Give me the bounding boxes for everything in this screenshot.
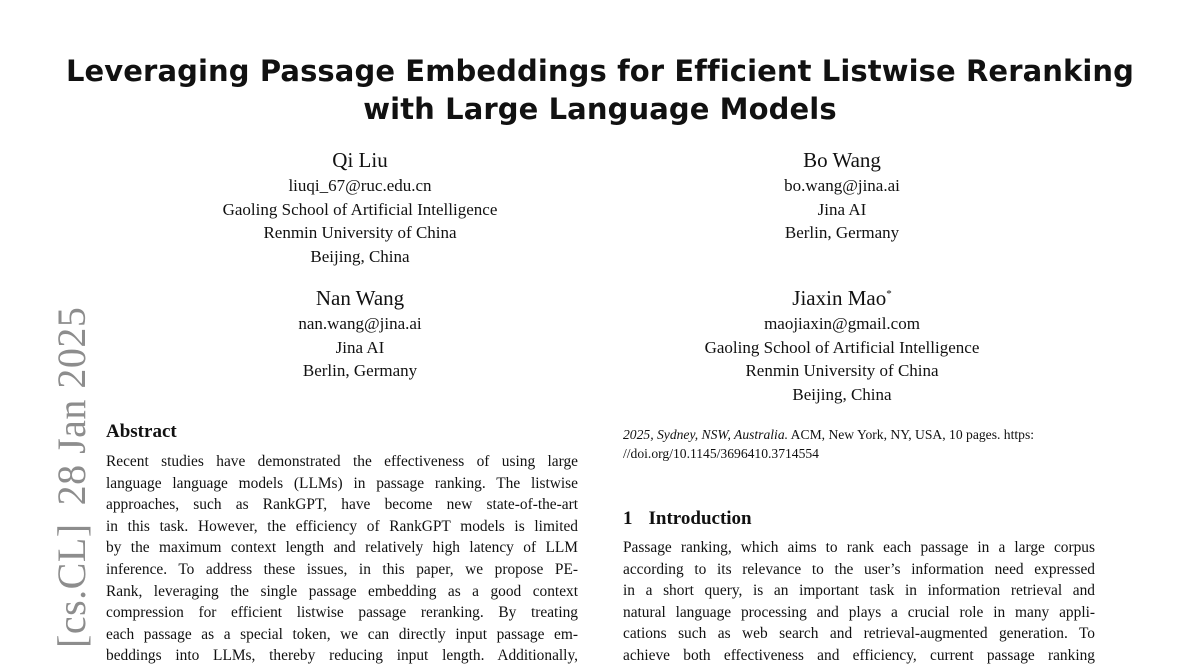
abstract-line: approaches, such as RankGPT, have become new state-of-the-art <box>106 496 578 514</box>
introduction-line: in a short query, is an important task in information retrieval and <box>623 582 1095 600</box>
author-block-qi-liu <box>140 147 580 268</box>
abstract-line: each passage as a special token, we can directly input passage em- <box>106 625 578 643</box>
abstract-line: compression for efficient listwise passage reranking. By treating <box>106 604 578 622</box>
introduction-line: Passage ranking, which aims to rank each passage in a large corpus <box>623 539 1095 556</box>
corresponding-author-mark: * <box>886 288 892 300</box>
arxiv-date: 28 Jan 2025 <box>49 306 94 506</box>
abstract-line: in this task. However, the efficiency of RankGPT models is limited <box>106 517 578 535</box>
section-title: Introduction <box>648 508 752 529</box>
section-number: 1 <box>623 508 633 529</box>
paper-title-line-1: Leveraging Passage Embeddings for Efficient Listwise Reranking <box>65 54 1135 88</box>
author-name-row <box>622 285 1062 311</box>
author-affiliation: Gaoling School of Artificial Intelligence <box>222 199 498 219</box>
arxiv-category: [cs.CL] <box>49 523 94 648</box>
citation-location: 2025, Sydney, NSW, Australia. <box>623 427 789 442</box>
author-block-bo-wang <box>622 147 1062 245</box>
author-email: nan.wang@jina.ai <box>298 314 422 333</box>
abstract-body <box>106 451 578 667</box>
author-block-jiaxin-mao <box>622 285 1062 406</box>
author-name: Qi Liu <box>332 148 388 172</box>
abstract-line: language language models (LLMs) in passage ranking. The listwise <box>106 474 578 492</box>
introduction-body <box>623 537 1095 667</box>
author-location: Beijing, China <box>310 246 410 266</box>
author-email: liuqi_67@ruc.edu.cn <box>288 176 432 195</box>
abstract-line: by the maximum context length and relatively high latency of LLM <box>106 539 578 557</box>
abstract-line: Rank, leveraging the single passage embedding as a good context <box>106 582 578 600</box>
author-name: Jiaxin Mao <box>792 286 887 310</box>
author-location: Berlin, Germany <box>784 223 900 242</box>
introduction-line: natural language processing and plays a crucial role in many appli- <box>623 603 1095 621</box>
author-location: Berlin, Germany <box>302 361 418 380</box>
citation-doi: //doi.org/10.1145/3696410.3714554 <box>623 446 819 461</box>
introduction-line: cations such as web search and retrieval-augmented generation. To <box>623 625 1095 643</box>
arxiv-sidebar-stamp <box>49 289 94 648</box>
paper-title-line-2: with Large Language Models <box>363 92 837 126</box>
abstract-line: beddings into LLMs, thereby reducing input length. Additionally, <box>106 647 578 665</box>
author-name: Nan Wang <box>315 286 405 310</box>
abstract-heading: Abstract <box>106 421 177 442</box>
author-block-nan-wang <box>140 285 580 383</box>
citation-line-1 <box>623 425 1097 444</box>
author-affiliation: Jina AI <box>335 337 385 357</box>
author-affiliation: Gaoling School of Artificial Intelligence <box>704 337 980 357</box>
abstract-line: inference. To address these issues, in this paper, we propose PE- <box>106 560 578 578</box>
author-name: Bo Wang <box>803 148 881 172</box>
author-email: bo.wang@jina.ai <box>784 176 900 195</box>
abstract-line: Recent studies have demonstrated the effectiveness of using large <box>106 453 578 470</box>
citation-publisher: ACM, New York, NY, USA, 10 pages. https: <box>788 427 1035 442</box>
acm-reference-format <box>623 425 1097 463</box>
introduction-line: according to its relevance to the user’s information need expressed <box>623 560 1095 578</box>
introduction-line: achieve both effectiveness and efficiency, current passage ranking <box>623 646 1095 664</box>
paper-title <box>0 52 1200 128</box>
author-affiliation: Jina AI <box>817 199 867 219</box>
author-location: Beijing, China <box>792 384 892 404</box>
introduction-heading <box>623 507 752 531</box>
author-institution: Renmin University of China <box>263 223 457 242</box>
author-email: maojiaxin@gmail.com <box>764 314 920 333</box>
author-institution: Renmin University of China <box>745 361 939 380</box>
